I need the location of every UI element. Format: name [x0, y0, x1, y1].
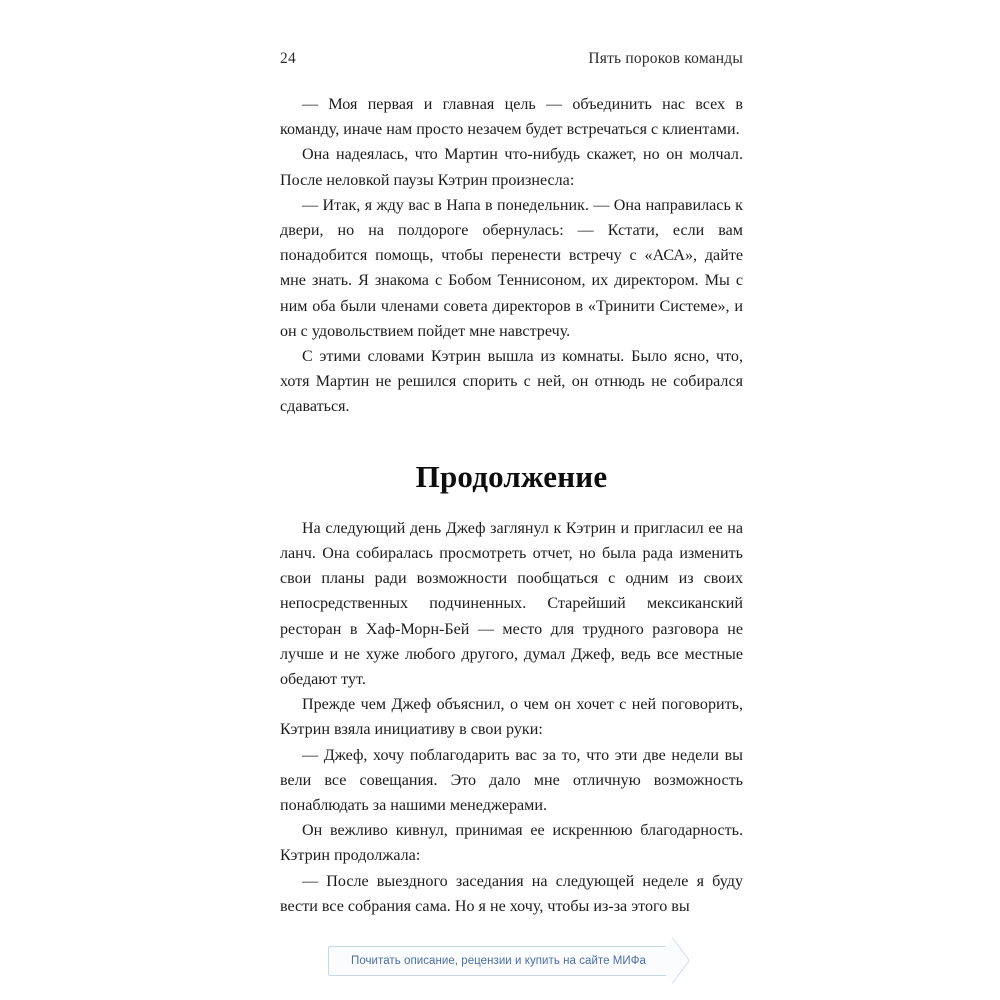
paragraph: С этими словами Кэтрин вышла из комнаты. Было ясно, что, хотя Мартин не решился спорить с ней, он отнюдь не собирался сдаваться.: [280, 348, 743, 416]
body-text-after-heading: [280, 516, 743, 919]
paragraph: — Джеф, хочу поблагодарить вас за то, что эти две недели вы вели все совещания. Это дало мне отличную возможность понаблюдать за нашими менеджерами.: [280, 746, 743, 814]
paragraph: — После выездного заседания на следующей неделе я буду вести все собрания сама. Но я не хочу, чтобы из-за этого вы: [280, 872, 743, 915]
paragraph: На следующий день Джеф заглянул к Кэтрин и пригласил ее на ланч. Она собиралась просмотреть отчет, но была рада изменить свои планы ради возможности пообщаться с одним из своих непосредственных подчиненных. Старейший мексиканский ресторан в Хаф-Морн-Бей — место для трудного разговора не лучше и не хуже любого другого, думал Джеф, ведь все местные обедают тут.: [280, 519, 743, 688]
paragraph: Он вежливо кивнул, принимая ее искреннюю благодарность. Кэтрин продолжала:: [280, 822, 743, 865]
paragraph: — Итак, я жду вас в Напа в понедельник. — Она направилась к двери, но на полдороге обернулась: — Кстати, если вам понадобится помощь, чтобы перенести встречу с «АСА», дайте мне знать. Я знакома с Бобом Теннисоном, их директором. Мы с ним оба были членами совета директоров в «Тринити Системе», и он с удовольствием пойдет мне навстречу.: [280, 196, 743, 340]
page-number: 24: [280, 50, 296, 67]
paragraph: — Моя первая и главная цель — объединить нас всех в команду, иначе нам просто незачем будет встречаться с клиентами.: [280, 96, 743, 139]
page-content-column: [280, 50, 743, 919]
promo-banner-container: [0, 946, 1000, 976]
promo-banner-link[interactable]: [328, 946, 672, 976]
running-title: Пять пороков команды: [588, 50, 743, 67]
section-heading: Продолжение: [415, 458, 608, 494]
paragraph: Прежде чем Джеф объяснил, о чем он хочет с ней поговорить, Кэтрин взяла инициативу в свои руки:: [280, 696, 743, 739]
body-text-before-heading: [280, 92, 743, 420]
promo-banner-label: Почитать описание, рецензии и купить на сайте МИФа: [351, 955, 646, 967]
paragraph: Она надеялась, что Мартин что-нибудь скажет, но он молчал. После неловкой паузы Кэтрин произнесла:: [280, 146, 743, 189]
running-header: [280, 50, 743, 68]
